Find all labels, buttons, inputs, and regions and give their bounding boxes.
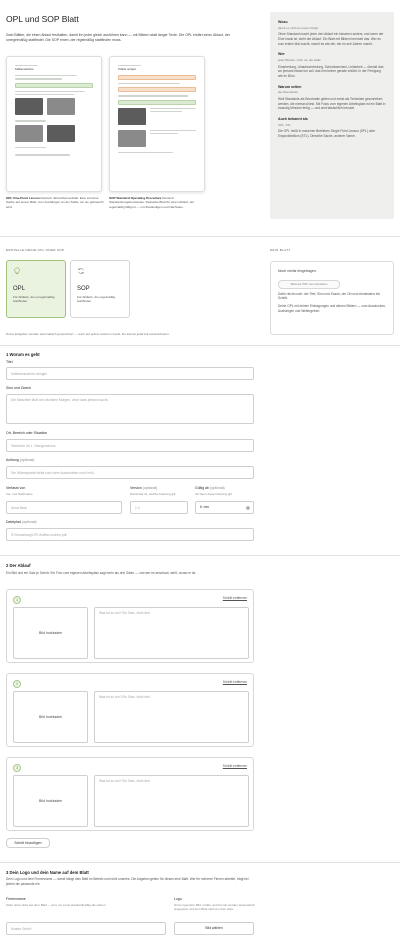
step-number: 1 bbox=[13, 596, 21, 604]
sop-example-sheet[interactable] bbox=[109, 56, 205, 192]
field-label: Titel bbox=[6, 360, 13, 364]
field-label: Verfasst von bbox=[6, 486, 26, 490]
field-label: Achtung (optional) bbox=[6, 458, 35, 462]
page-title: OPL und SOP Blatt bbox=[6, 14, 79, 24]
remove-step-link[interactable]: Schritt entfernen bbox=[222, 764, 247, 768]
step-card bbox=[6, 673, 254, 747]
field-hint: Nimm irgendein Bild. Größe und Format werden automatisch angepasst. Auf dem Blatt steht es oben links. bbox=[174, 903, 255, 912]
choose-logo-button[interactable]: Bild wählen bbox=[174, 922, 254, 935]
sheet-panel bbox=[270, 261, 394, 335]
info-desc: Einarbeitung, Urlaubsvertretung, Schichtwechsel, Leiharbeit — überall dort, wo jemand etwas tun soll, das ihm keiner gerade erklärt. In der Fertigung wie im Büro. bbox=[278, 64, 385, 78]
sheet-empty-text: Noch nichts eingetragen. bbox=[278, 269, 317, 273]
field-label: Gültig ab (optional) bbox=[195, 486, 225, 490]
section-desc: Ein Bild und ein Satz je Schritt. Ein Foto vom eigenen Arbeitsplatz sagt mehr als drei Sätze — und wer es anschaut, weiß, woran er ist. bbox=[6, 571, 197, 575]
info-term: Auch bekannt als bbox=[278, 116, 308, 121]
field-hint: Steht unten links auf dem Blatt — dort, wo sonst standardmäßig die stehen bbox=[6, 903, 106, 907]
info-term: Wer bbox=[278, 52, 285, 57]
info-term: Wozu bbox=[278, 20, 288, 24]
step-text-input[interactable] bbox=[94, 607, 249, 659]
sheet-label: DEIN BLATT bbox=[270, 248, 291, 252]
field-hint: Damit klar ist, welche Fassung gilt bbox=[130, 492, 176, 496]
author-input[interactable] bbox=[6, 501, 122, 514]
section-title: 1 Worum es geht bbox=[6, 352, 40, 357]
info-term: Warum selten bbox=[278, 84, 302, 89]
field-hint: Vor- und Nachname bbox=[6, 492, 33, 496]
mini-title: Toilette reinigen bbox=[118, 68, 137, 72]
add-step-button[interactable]: Schritt hinzufügen bbox=[6, 838, 50, 848]
sop-caption: SOP Standard Operating Procedure Deutsch: Standardvorgehensweise. Dasselbe Blatt für einen Ablauf, der regelmäßig fällig ist — mit Zuständigen und Nachweis. bbox=[109, 196, 195, 209]
type-name: SOP bbox=[77, 286, 90, 292]
opl-caption: OPL One-Point Lesson Deutsch: Einzelthemenblatt. Eine einzelne Sache auf einem Blatt, zum Aushängen an der Stelle, wo sie gebraucht wird. bbox=[6, 196, 104, 209]
step-number: 3 bbox=[13, 764, 21, 772]
field-label: Firmenname bbox=[6, 897, 26, 901]
opl-example-sheet[interactable] bbox=[6, 56, 102, 192]
field-label: Ort, Bereich oder Situation bbox=[6, 431, 48, 435]
divider bbox=[0, 345, 400, 346]
calendar-icon[interactable]: ▦ bbox=[246, 505, 250, 510]
divider bbox=[0, 555, 400, 556]
version-input[interactable] bbox=[130, 501, 188, 514]
type-card-sop[interactable] bbox=[70, 260, 130, 318]
valid-from-input[interactable]: 6. mm bbox=[195, 501, 254, 514]
info-desc: Weil Standards als Bürokratie gelten und meist als Textwüste geschrieben werden, die niemand liest. Mit Fotos vom eigenen Arbeitsplatz ist ein Blatt in zwanzig Minuten fertig — und wird tatsächlich benutzt. bbox=[278, 97, 386, 111]
sheet-description: Deine OPL mit deinen Eintragungen und deinen Bildern — zum Ausdrucken, Aushängen und Weitergeben. bbox=[278, 304, 386, 313]
company-name-input[interactable] bbox=[6, 922, 166, 935]
info-desc: Ohne Standard macht jeder den Ablauf ein bisschen anders, und wenn der Eine krank ist, steht der Ablauf. Ein Blatt mit Bildern beendet das: Wer es zum ersten Mal macht, macht es wie der, der es seit Jahren macht. bbox=[278, 32, 384, 46]
intro-text: Zwei Blätter, die einen Ablauf festhalten, damit ihn jeder gleich ausführen kann — mit Bildern statt langer Texte. Die OPL erklärt einen Ablauf, der unregelmäßig stattfindet. Die SOP einen, der regelmäßig stattfinden muss. bbox=[6, 33, 230, 43]
remove-step-link[interactable]: Schritt entfernen bbox=[222, 596, 247, 600]
image-upload-button[interactable]: Bild hochladen bbox=[13, 607, 88, 659]
type-desc: Für Abläufe, die regelmäßig stattfinden. bbox=[77, 295, 116, 304]
info-sub: OPL, STL bbox=[278, 122, 292, 127]
title-input[interactable] bbox=[6, 367, 254, 380]
purpose-input[interactable] bbox=[6, 394, 254, 424]
field-label: Dateipfad (optional) bbox=[6, 520, 37, 524]
section-title: 3 Dein Logo und dein Name auf dem Blatt bbox=[6, 870, 89, 875]
create-label: ERSTELLE DEINE OPL ODER SOP bbox=[6, 248, 65, 252]
divider bbox=[0, 862, 400, 863]
field-label: Version (optional) bbox=[130, 486, 158, 490]
image-upload-button[interactable]: Bild hochladen bbox=[13, 691, 88, 743]
download-pdf-button[interactable]: Blatt als PDF herunterladen bbox=[278, 280, 340, 289]
step-text-input[interactable] bbox=[94, 691, 249, 743]
divider bbox=[0, 236, 400, 237]
field-label: Logo bbox=[174, 897, 182, 901]
warning-input[interactable] bbox=[6, 466, 254, 479]
info-sub: der Dienstleiter bbox=[278, 90, 299, 95]
cycle-icon bbox=[77, 267, 85, 275]
remove-step-link[interactable]: Schritt entfernen bbox=[222, 680, 247, 684]
step-text-input[interactable] bbox=[94, 775, 249, 827]
location-input[interactable] bbox=[6, 439, 254, 452]
info-sidebar bbox=[270, 12, 394, 219]
info-sub: damit es nicht an einem hängt bbox=[278, 25, 319, 30]
mini-title: Kaffeemaschine bbox=[15, 68, 34, 72]
lightbulb-icon bbox=[13, 267, 21, 275]
sheet-requirements: Dafür reicht noch: der Titel, Sinn und Zweck, der Ort und mindestens ein Schritt. bbox=[278, 291, 381, 301]
section-title: 2 Der Ablauf bbox=[6, 563, 31, 568]
info-sub: jeder Betrieb, nicht nur die Halle bbox=[278, 58, 321, 63]
field-label: Sinn und Zweck bbox=[6, 386, 31, 390]
image-upload-button[interactable]: Bild hochladen bbox=[13, 775, 88, 827]
autosave-note: Deine Eingaben werden automatisch gespeichert — auch auf jedem anderen Gerät. Du kannst jederzeit weiterarbeiten. bbox=[6, 332, 170, 336]
section-desc: Dein Logo und dein Firmenname — damit hängt dein Blatt im Betrieb und nicht unseres. Die Angaben gelten für dieses eine Blatt. Wer für mehrere Firmen arbeitet, trägt bei jedem die passende ein. bbox=[6, 877, 249, 886]
field-hint: Ab wann diese Fassung gilt bbox=[195, 492, 232, 496]
step-number: 2 bbox=[13, 680, 21, 688]
type-card-opl[interactable] bbox=[6, 260, 66, 318]
step-card bbox=[6, 589, 254, 663]
type-name: OPL bbox=[13, 286, 26, 292]
type-desc: Für Abläufe, die unregelmäßig stattfinden. bbox=[13, 295, 55, 304]
info-desc: Die OPL heißt in manchen Betrieben Single Point Lesson (SPL) oder Einpunktlektion (ETL). Dieselbe Sache, anderer Name. bbox=[278, 129, 376, 138]
filepath-input[interactable] bbox=[6, 528, 254, 541]
step-card bbox=[6, 757, 254, 831]
